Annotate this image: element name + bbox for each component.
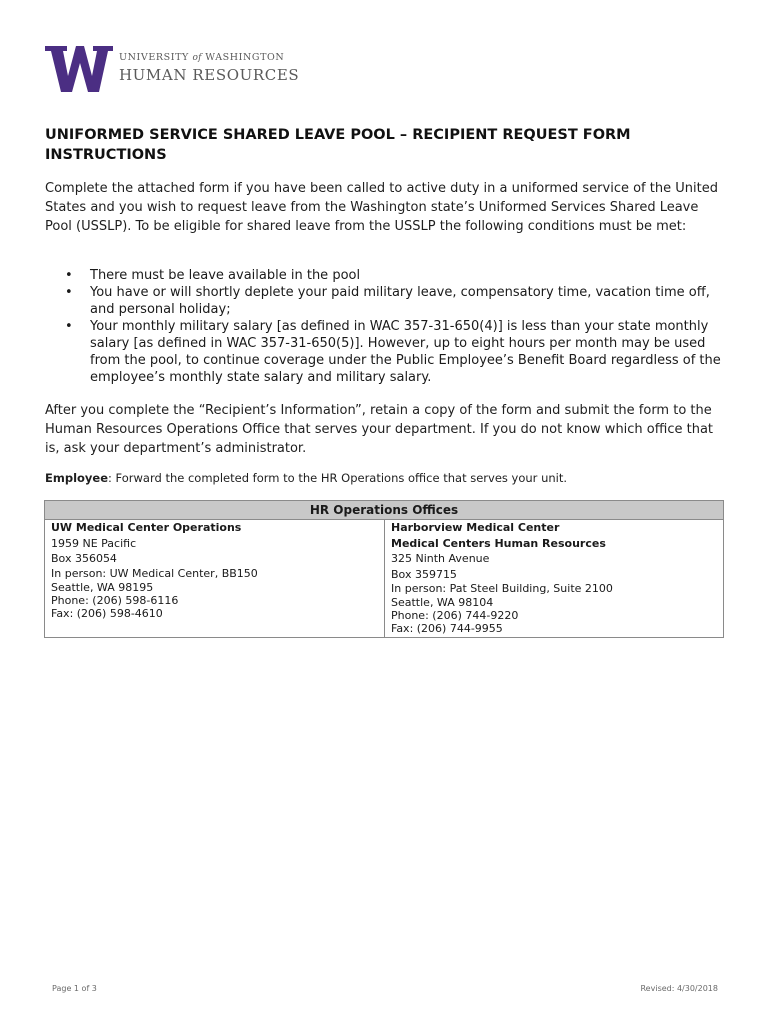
- hr-offices-table: [44, 500, 724, 638]
- employee-label: Employee: [45, 471, 109, 485]
- uw-hr-logo: [45, 44, 300, 96]
- office-fax: Fax: (206) 744-9955: [391, 622, 503, 635]
- list-item: • There must be leave available in the pool: [65, 268, 361, 283]
- office-box: Box 359715: [391, 567, 457, 581]
- office-subname: Medical Centers Human Resources: [391, 536, 606, 550]
- intro-paragraph: Complete the attached form if you have been called to active duty in a uniformed service of the United States and you wish to request leave from the Washington state’s Uniformed Services Shared Leave Pool (USSLP). To be eligible for shared leave from the USSLP the following conditions must be met:: [45, 181, 718, 234]
- office-uwmc: [45, 520, 384, 637]
- office-address: 325 Ninth Avenue: [391, 552, 490, 565]
- bullet-icon: •: [65, 268, 73, 283]
- list-item: • Your monthly military salary [as defined in WAC 357-31-650(4)] is less than your state monthly salary [as defined in WAC 357-31-650(5)]. However, up to eight hours per month may be used from the pool, to continue coverage under the Public Employee’s Benefit Board regardless of the employee’s monthly state salary and military salary.: [65, 319, 721, 385]
- uw-w-logo-icon: [45, 46, 113, 92]
- office-in-person: In person: UW Medical Center, BB150: [51, 566, 258, 580]
- office-name: UW Medical Center Operations: [51, 521, 242, 534]
- logo-human-resources-line: HUMAN RESOURCES: [119, 66, 300, 84]
- list-item: • You have or will shortly deplete your paid military leave, compensatory time, vacation time off, and personal holiday;: [65, 285, 710, 317]
- revised-date: Revised: 4/30/2018: [640, 984, 718, 993]
- office-harborview: [385, 520, 724, 637]
- office-phone: Phone: (206) 744-9220: [391, 609, 519, 622]
- eligibility-list: [45, 267, 725, 386]
- logo-university-line: UNIVERSITY of WASHINGTON: [119, 52, 285, 63]
- employee-instruction: [45, 470, 725, 486]
- bullet-icon: •: [65, 319, 73, 334]
- table-header: HR Operations Offices: [45, 501, 723, 520]
- office-name: Harborview Medical Center: [391, 521, 560, 534]
- office-address: 1959 NE Pacific: [51, 536, 137, 550]
- office-box: Box 356054: [51, 552, 117, 565]
- office-city: Seattle, WA 98104: [391, 596, 494, 609]
- page-title: UNIFORMED SERVICE SHARED LEAVE POOL – RECIPIENT REQUEST FORM INSTRUCTIONS: [45, 127, 631, 163]
- office-city: Seattle, WA 98195: [51, 580, 154, 594]
- employee-text: : Forward the completed form to the HR Operations office that serves your unit.: [108, 471, 568, 485]
- office-phone: Phone: (206) 598-6116: [51, 593, 179, 607]
- after-paragraph: After you complete the “Recipient’s Information”, retain a copy of the form and submit the form to the Human Resources Operations Office that serves your department. If you do not know which office that is, ask your department’s administrator.: [45, 403, 714, 456]
- office-fax: Fax: (206) 598-4610: [51, 606, 163, 620]
- office-in-person: In person: Pat Steel Building, Suite 2100: [391, 582, 613, 595]
- bullet-icon: •: [65, 285, 73, 300]
- page-number: Page 1 of 3: [52, 984, 97, 993]
